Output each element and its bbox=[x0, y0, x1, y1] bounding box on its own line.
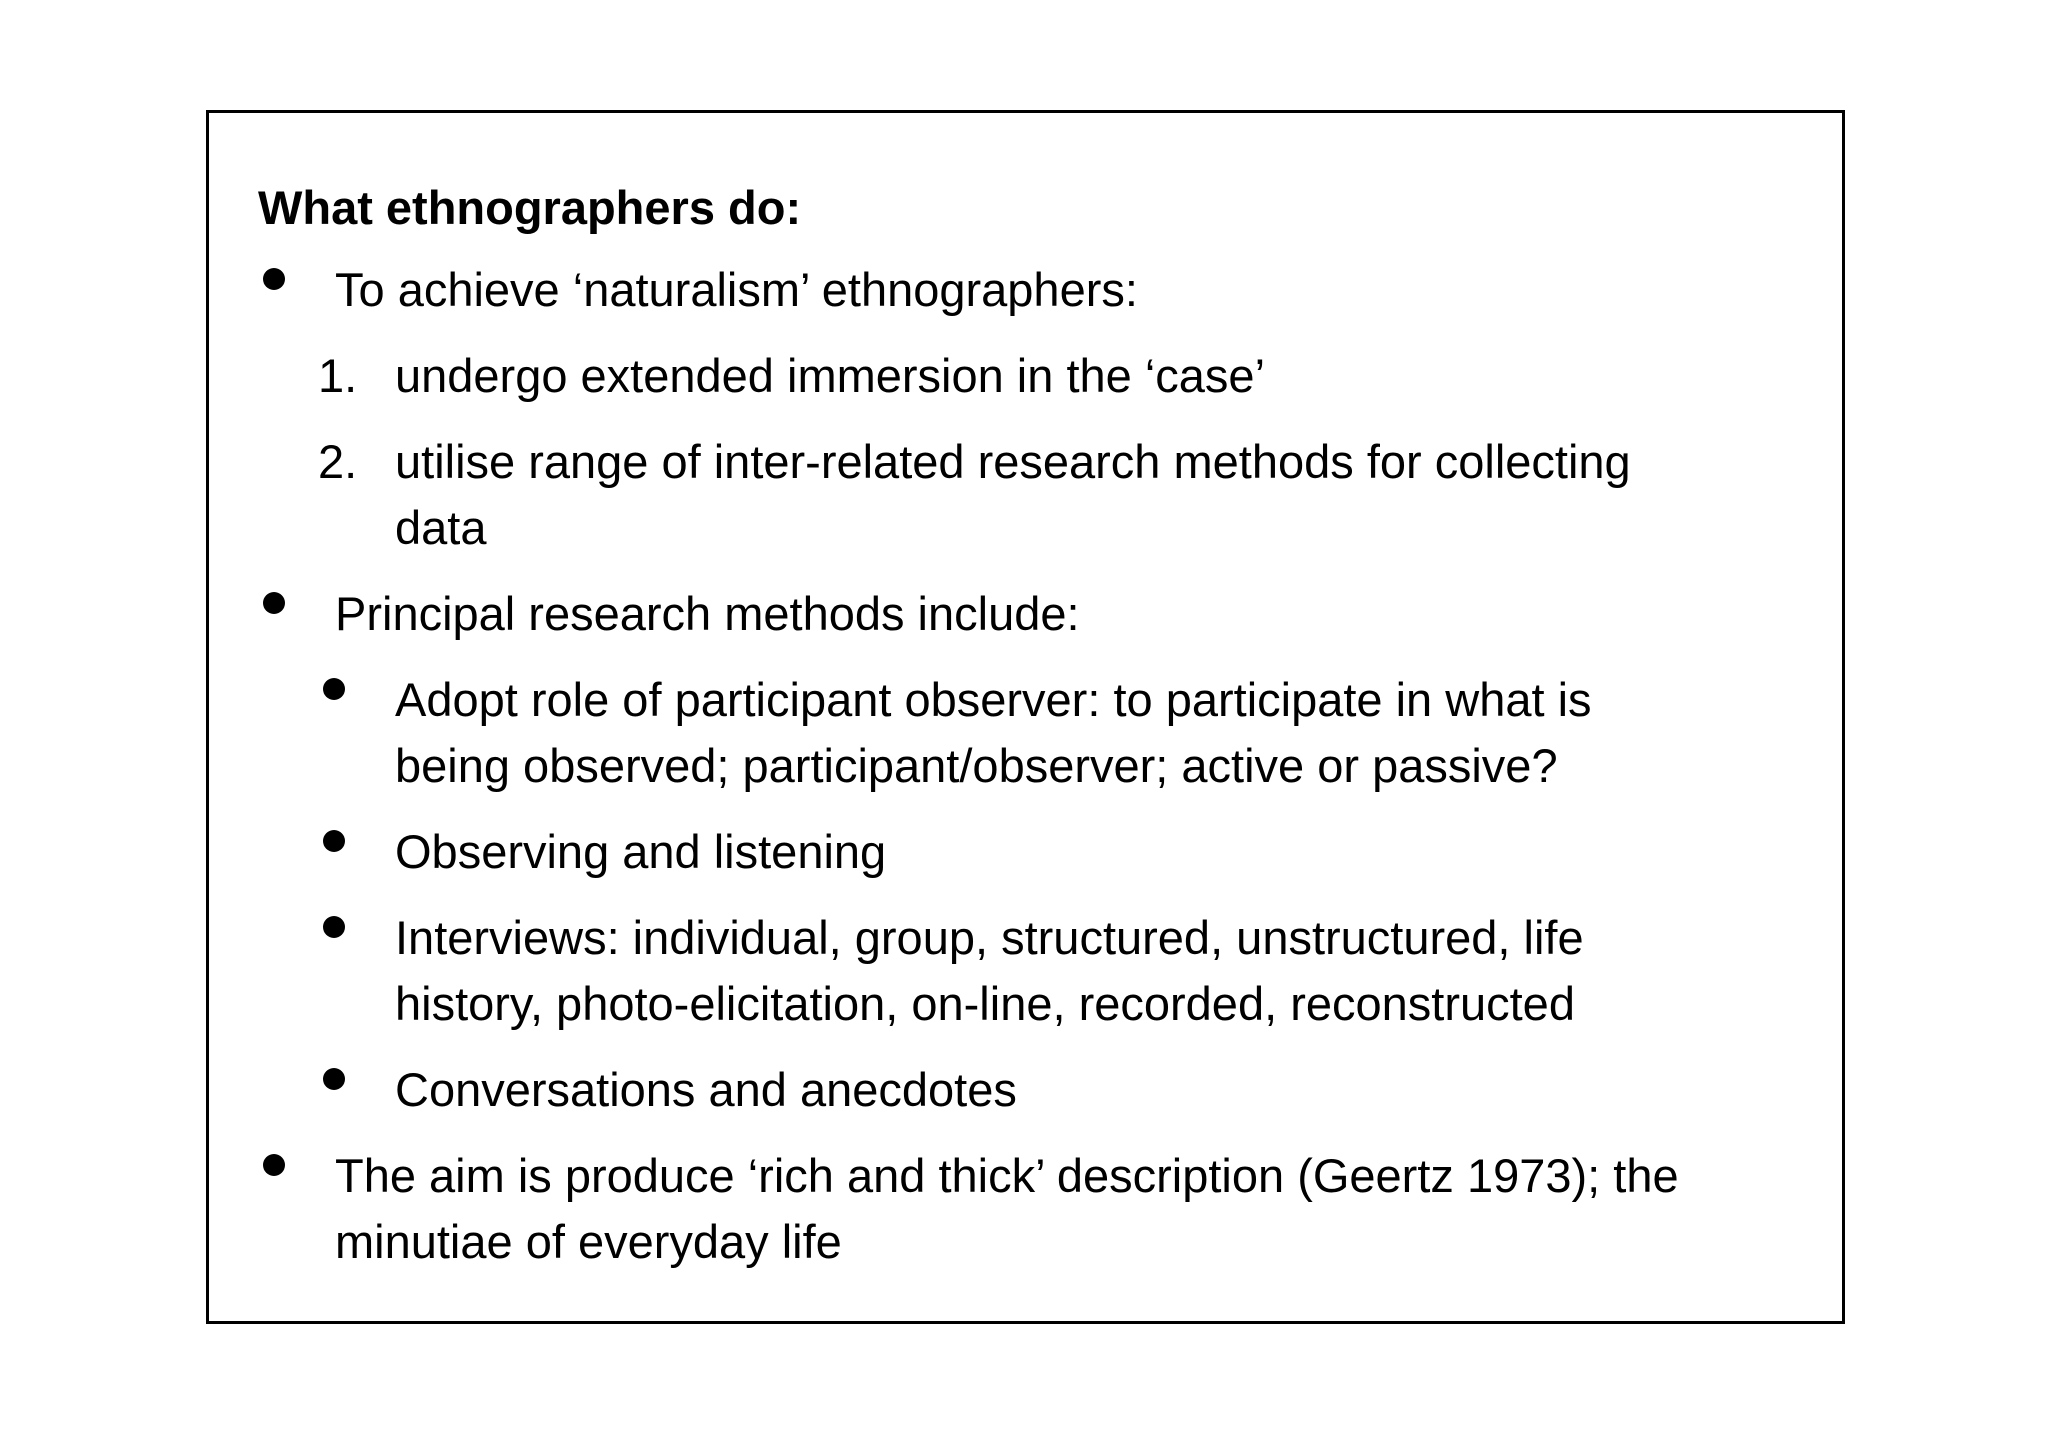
bullet3-text: The aim is produce ‘rich and thick’ description (Geertz 1973); the bbox=[335, 1149, 1679, 1202]
list-number: 2. bbox=[318, 435, 358, 488]
list-item: Conversations and anecdotes bbox=[395, 1063, 1017, 1116]
sub-bullet-icon bbox=[323, 678, 345, 700]
list-item: Interviews: individual, group, structured, unstructured, life bbox=[395, 911, 1584, 964]
list-item-continuation: data bbox=[395, 501, 487, 554]
list-item: Observing and listening bbox=[395, 825, 887, 878]
sub-bullet-icon bbox=[323, 1068, 345, 1090]
bullet2-text: Principal research methods include: bbox=[335, 587, 1080, 640]
list-item: Adopt role of participant observer: to participate in what is bbox=[395, 673, 1592, 726]
bullet3-text-continuation: minutiae of everyday life bbox=[335, 1215, 842, 1268]
list-item: utilise range of inter-related research methods for collecting bbox=[395, 435, 1631, 488]
bullet-icon bbox=[263, 1154, 285, 1176]
list-item-continuation: history, photo-elicitation, on-line, recorded, reconstructed bbox=[395, 977, 1575, 1030]
bullet1-text: To achieve ‘naturalism’ ethnographers: bbox=[335, 263, 1138, 316]
bullet-icon bbox=[263, 268, 285, 290]
sub-bullet-icon bbox=[323, 830, 345, 852]
sub-bullet-icon bbox=[323, 916, 345, 938]
list-item: undergo extended immersion in the ‘case’ bbox=[395, 349, 1266, 402]
list-number: 1. bbox=[318, 349, 358, 402]
bullet-icon bbox=[263, 592, 285, 614]
heading: What ethnographers do: bbox=[258, 181, 802, 234]
list-item-continuation: being observed; participant/observer; active or passive? bbox=[395, 739, 1558, 792]
